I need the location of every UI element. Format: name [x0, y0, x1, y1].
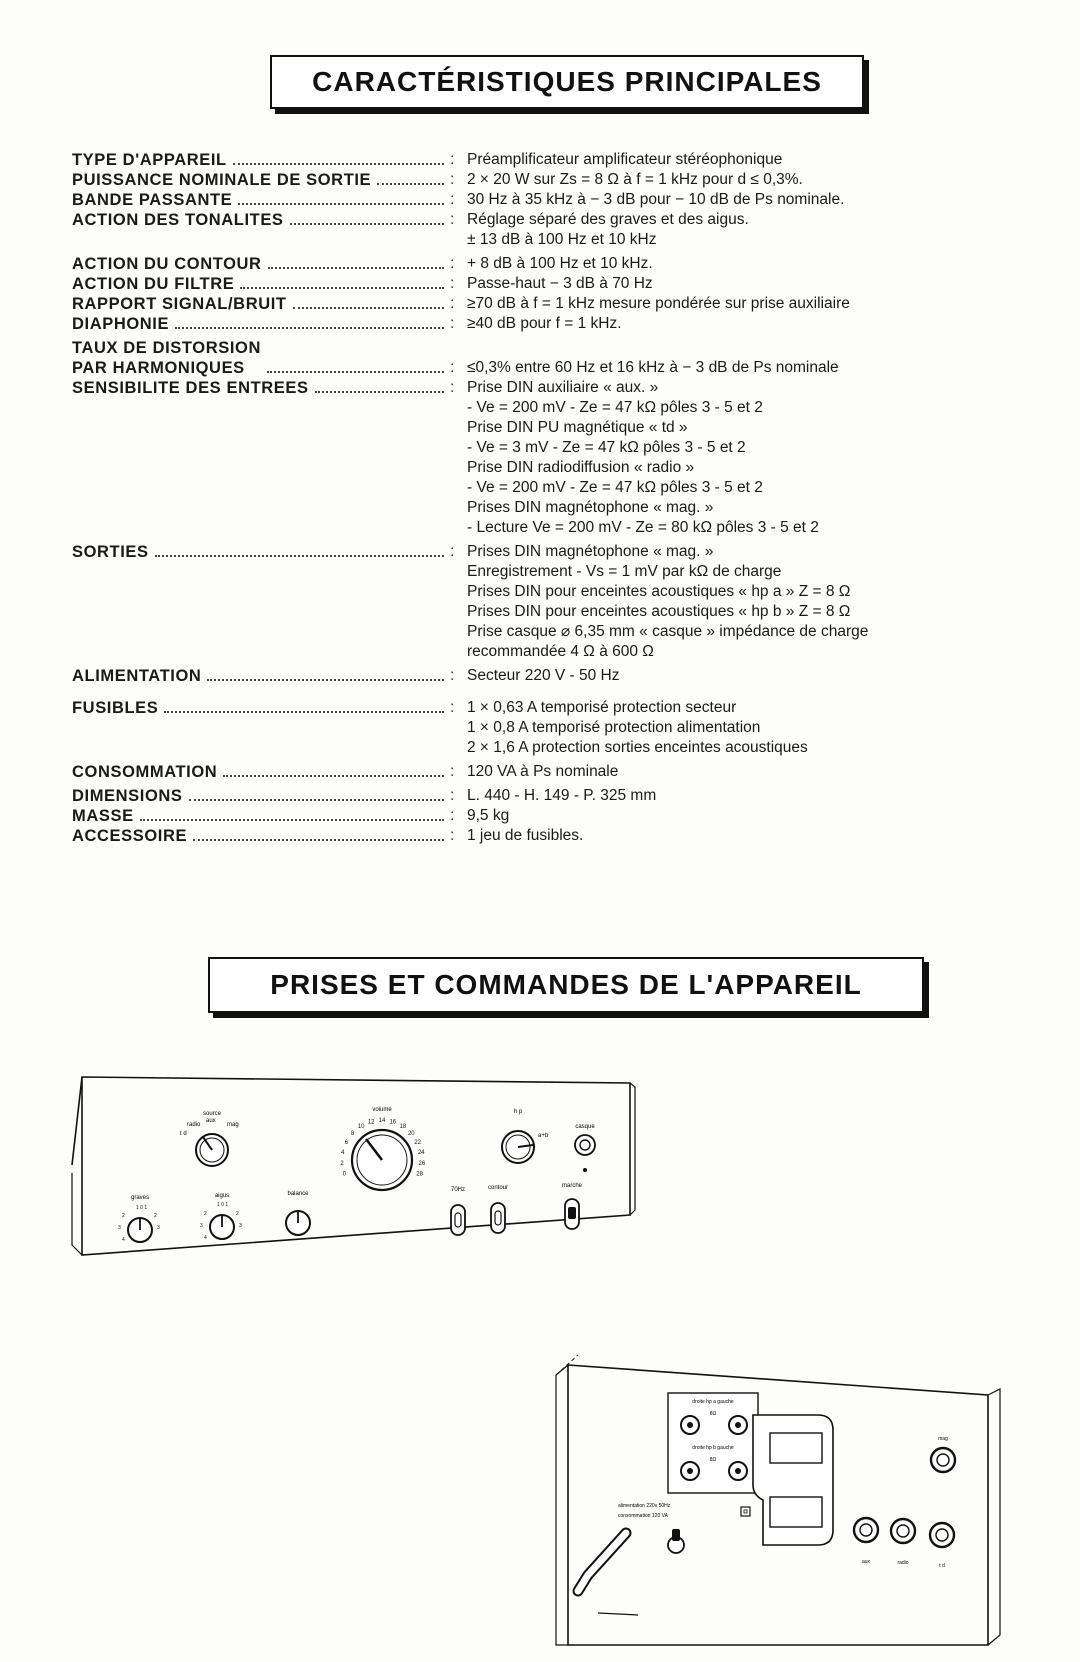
source-td-label: t d — [180, 1131, 187, 1137]
spec-label-text: ACCESSOIRE — [72, 827, 188, 845]
spec-row — [72, 378, 1032, 538]
source-knob[interactable] — [196, 1134, 228, 1166]
spec-value-line: Prise DIN radiodiffusion « radio » — [467, 459, 695, 476]
aux-label: aux — [861, 1559, 871, 1565]
volume-tick-label: 0 — [342, 1171, 347, 1178]
spec-label-text: DIMENSIONS — [72, 787, 183, 805]
spec-row — [72, 762, 1032, 782]
source-label: source — [202, 1111, 222, 1117]
dot-leader — [155, 555, 444, 557]
spec-value — [467, 274, 1032, 294]
spec-label-text: CONSOMMATION — [72, 763, 218, 781]
spec-value-line: 1 × 0,63 A temporisé protection secteur — [467, 699, 737, 716]
dot-leader — [233, 163, 444, 165]
hp-a-right-socket[interactable] — [681, 1416, 699, 1434]
spec-value-line: Prises DIN magnétophone « mag. » — [467, 499, 714, 516]
spec-label — [72, 294, 450, 314]
spec-row — [72, 314, 1032, 334]
spec-label — [72, 762, 450, 782]
spec-value-line: 1 jeu de fusibles. — [467, 827, 584, 844]
svg-text:2: 2 — [154, 1213, 157, 1219]
dot-leader — [238, 203, 444, 205]
volume-knob[interactable] — [352, 1130, 412, 1190]
spec-label-text: ACTION DU CONTOUR — [72, 255, 262, 273]
td-din-socket[interactable] — [930, 1523, 954, 1547]
spec-colon: : — [450, 379, 455, 396]
spec-value-line: - Ve = 200 mV - Ze = 47 kΩ pôles 3 - 5 et 2 — [467, 399, 763, 416]
hp-a-ohm-label: 8Ω — [709, 1411, 717, 1417]
dot-leader — [164, 711, 444, 713]
hp-b-right-socket[interactable] — [681, 1462, 699, 1480]
spec-label — [72, 698, 450, 718]
spec-value-line: Secteur 220 V - 50 Hz — [467, 667, 620, 684]
spec-colon: : — [450, 255, 455, 272]
source-aux-label: aux — [206, 1118, 216, 1124]
spec-label — [72, 254, 450, 274]
dot-leader — [140, 819, 444, 821]
spec-value-line: 9,5 kg — [467, 807, 510, 824]
spec-row — [72, 338, 1032, 378]
spec-value — [467, 542, 1032, 662]
hp-a-label: droite hp a gauche — [692, 1399, 734, 1405]
dot-leader — [293, 307, 444, 309]
volume-tick-label: 14 — [378, 1118, 386, 1124]
source-radio-label: radio — [187, 1122, 201, 1128]
spec-value-line: Prise DIN PU magnétique « td » — [467, 419, 688, 436]
spec-value-line: Passe-haut − 3 dB à 70 Hz — [467, 275, 653, 292]
spec-row — [72, 294, 1032, 314]
spec-value-line: - Ve = 200 mV - Ze = 47 kΩ pôles 3 - 5 et 2 — [467, 479, 763, 496]
spec-value-line: Prises DIN pour enceintes acoustiques « hp a » Z = 8 Ω — [467, 583, 851, 600]
spec-colon: : — [450, 211, 455, 228]
spec-value-line: Enregistrement - Vs = 1 mV par kΩ de charge — [467, 563, 782, 580]
spec-colon: : — [450, 295, 455, 312]
spec-label-text: MASSE — [72, 807, 134, 825]
spec-value-line: 2 × 1,6 A protection sorties enceintes acoustiques — [467, 739, 808, 756]
spec-colon: : — [450, 171, 455, 188]
dot-leader — [175, 327, 444, 329]
contour-label: contour — [487, 1185, 509, 1191]
spec-label — [72, 190, 450, 210]
spec-value — [467, 378, 1032, 538]
spec-label — [72, 210, 450, 230]
dot-leader — [268, 267, 444, 269]
spec-colon: : — [450, 543, 455, 560]
spec-value-line: 120 VA à Ps nominale — [467, 763, 619, 780]
svg-text:3: 3 — [118, 1225, 121, 1231]
spec-value-line: ± 13 dB à 100 Hz et 10 kHz — [467, 231, 657, 248]
spec-label-text: SORTIES — [72, 543, 149, 561]
spec-value-line: Réglage séparé des graves et des aigus. — [467, 211, 749, 228]
spec-value-line: Préamplificateur amplificateur stéréophonique — [467, 151, 783, 168]
spec-value-line: Prises DIN magnétophone « mag. » — [467, 543, 714, 560]
spec-label-text: SENSIBILITE DES ENTREES — [72, 379, 309, 397]
dot-leader — [207, 679, 444, 681]
specs-list — [72, 150, 1032, 846]
balance-label: balance — [287, 1191, 309, 1197]
spec-value — [467, 786, 1032, 806]
spec-value-line: Prises DIN pour enceintes acoustiques « hp b » Z = 8 Ω — [467, 603, 851, 620]
spec-colon: : — [450, 275, 455, 292]
spec-label-text: TYPE D'APPAREIL — [72, 151, 227, 169]
spec-label — [72, 378, 450, 398]
hp-b-label: droite hp b gauche — [692, 1445, 734, 1451]
spec-label-text: FUSIBLES — [72, 699, 159, 717]
spec-label — [72, 826, 450, 846]
spec-colon: : — [450, 763, 455, 780]
dot-leader — [377, 183, 444, 185]
spec-value-line: ≤0,3% entre 60 Hz et 16 kHz à − 3 dB de Ps nominale — [467, 359, 839, 376]
spec-value-line: 1 × 0,8 A temporisé protection alimentation — [467, 719, 761, 736]
spec-row — [72, 542, 1032, 662]
spec-value — [467, 190, 1032, 210]
power-indicator — [583, 1168, 587, 1172]
mag-din-socket[interactable] — [931, 1448, 955, 1472]
spec-label — [72, 314, 450, 334]
spec-value — [467, 254, 1032, 274]
spec-value-line: - Lecture Ve = 200 mV - Ze = 80 kΩ pôles 3 - 5 et 2 — [467, 519, 819, 536]
section-title-controls: PRISES ET COMMANDES DE L'APPAREIL — [208, 957, 924, 1013]
casque-label: casque — [575, 1124, 595, 1130]
dot-leader — [315, 391, 444, 393]
spec-row — [72, 274, 1032, 294]
volume-tick-label: 12 — [367, 1119, 375, 1126]
svg-text:2: 2 — [122, 1213, 125, 1219]
spec-value-line: + 8 dB à 100 Hz et 10 kHz. — [467, 255, 653, 272]
spec-label-text: TAUX DE DISTORSION PAR HARMONIQUES — [72, 339, 261, 377]
volume-tick-label: 6 — [344, 1139, 349, 1146]
spec-colon: : — [450, 827, 455, 844]
volume-tick-label: 8 — [351, 1130, 355, 1137]
spec-label — [72, 786, 450, 806]
spec-label — [72, 170, 450, 190]
bass-knob[interactable] — [128, 1218, 152, 1242]
spec-label — [72, 338, 450, 378]
spec-value-line: L. 440 - H. 149 - P. 325 mm — [467, 787, 657, 804]
spec-value-line: ≥40 dB pour f = 1 kHz. — [467, 315, 622, 332]
spec-label — [72, 150, 450, 170]
spec-colon: : — [450, 787, 455, 804]
spec-colon: : — [450, 359, 455, 376]
spec-label-text: DIAPHONIE — [72, 315, 170, 333]
spec-label — [72, 274, 450, 294]
spec-label-text: ACTION DES TONALITES — [72, 211, 284, 229]
spec-value — [467, 314, 1032, 334]
dot-leader — [267, 371, 444, 373]
spec-colon: : — [450, 191, 455, 208]
volume-label: volume — [372, 1107, 392, 1113]
volume-tick-label: 4 — [341, 1150, 345, 1157]
volume-tick-label: 2 — [340, 1161, 344, 1167]
spec-row — [72, 190, 1032, 210]
treble-knob[interactable] — [210, 1215, 234, 1239]
spec-row — [72, 666, 1032, 686]
spec-colon: : — [450, 667, 455, 684]
spec-value — [467, 666, 1032, 686]
spec-value-line: Prise DIN auxiliaire « aux. » — [467, 379, 659, 396]
volume-tick-label: 16 — [389, 1119, 397, 1126]
power-rating-line-2: consommation 120 VA — [618, 1513, 668, 1519]
rear-panel-drawing — [548, 1345, 1028, 1650]
spec-value — [467, 170, 1032, 190]
spec-value — [467, 698, 1032, 758]
svg-text:2: 2 — [236, 1211, 239, 1217]
svg-text:3: 3 — [239, 1223, 242, 1229]
spec-label-text: BANDE PASSANTE — [72, 191, 233, 209]
spec-value — [467, 210, 1032, 250]
spec-row — [72, 786, 1032, 806]
hp-b-ohm-label: 8Ω — [709, 1457, 717, 1463]
double-insulation-icon — [741, 1507, 750, 1516]
dot-leader — [240, 287, 444, 289]
radio-din-socket[interactable] — [891, 1519, 915, 1543]
aux-din-socket[interactable] — [854, 1518, 878, 1542]
spec-colon: : — [450, 699, 455, 716]
volume-tick-label: 24 — [417, 1150, 425, 1157]
filter-switch[interactable] — [451, 1205, 465, 1235]
spec-value-line: ≥70 dB à f = 1 kHz mesure pondérée sur prise auxiliaire — [467, 295, 850, 312]
headphone-jack[interactable] — [575, 1135, 595, 1155]
hp-a-left-socket[interactable] — [729, 1416, 747, 1434]
spec-value — [467, 150, 1032, 170]
power-rating-line-1: alimentation 220v 50Hz — [618, 1503, 671, 1509]
spec-label-text: ACTION DU FILTRE — [72, 275, 235, 293]
spec-label — [72, 806, 450, 826]
volume-tick-label: 20 — [407, 1130, 415, 1137]
spec-label-text: ALIMENTATION — [72, 667, 202, 685]
svg-text:1 0 1: 1 0 1 — [136, 1205, 148, 1211]
volume-tick-label: 10 — [357, 1123, 365, 1130]
spec-row — [72, 170, 1032, 190]
spec-row — [72, 826, 1032, 846]
spec-row — [72, 254, 1032, 274]
dot-leader — [189, 799, 444, 801]
hp-ab-label: a+b — [538, 1133, 549, 1139]
source-mag-label: mag — [227, 1122, 239, 1128]
svg-text:4: 4 — [204, 1235, 207, 1241]
section-title-specs: CARACTÉRISTIQUES PRINCIPALES — [270, 55, 864, 109]
spec-label-text: PUISSANCE NOMINALE DE SORTIE — [72, 171, 372, 189]
volume-tick-label: 26 — [418, 1161, 426, 1167]
filter-label: 70Hz — [450, 1187, 466, 1193]
spec-value — [467, 762, 1032, 782]
radio-label: radio — [897, 1560, 909, 1566]
spec-value-line: 2 × 20 W sur Zs = 8 Ω à f = 1 kHz pour d ≤ 0,3%. — [467, 171, 803, 188]
spec-value-line: recommandée 4 Ω à 600 Ω — [467, 643, 654, 660]
spec-colon: : — [450, 315, 455, 332]
td-label: t d — [939, 1563, 945, 1569]
volume-tick-label: 28 — [416, 1171, 423, 1178]
contour-switch[interactable] — [491, 1203, 505, 1233]
spec-value — [467, 294, 1032, 314]
svg-text:3: 3 — [200, 1223, 203, 1229]
svg-text:2: 2 — [204, 1211, 207, 1217]
volume-tick-label: 22 — [414, 1139, 421, 1146]
svg-text:4: 4 — [122, 1237, 125, 1243]
spec-label-text: RAPPORT SIGNAL/BRUIT — [72, 295, 287, 313]
volume-tick-label: 18 — [399, 1123, 407, 1130]
transformer-cover — [753, 1415, 833, 1545]
dot-leader — [223, 775, 444, 777]
mag-label: mag — [938, 1436, 948, 1442]
aigus-label: aigus — [214, 1193, 230, 1199]
balance-knob[interactable] — [286, 1211, 310, 1235]
graves-label: graves — [130, 1195, 150, 1201]
dot-leader — [290, 223, 444, 225]
spec-value — [467, 826, 1032, 846]
spec-value-line: Prise casque ⌀ 6,35 mm « casque » impédance de charge — [467, 623, 869, 640]
fuse-holder[interactable] — [668, 1529, 684, 1553]
spec-colon: : — [450, 807, 455, 824]
hp-b-left-socket[interactable] — [729, 1462, 747, 1480]
spec-value — [467, 806, 1032, 826]
marche-label: marche — [561, 1183, 583, 1189]
front-panel-drawing — [60, 1065, 670, 1285]
spec-value-line: 30 Hz à 35 kHz à − 3 dB pour − 10 dB de Ps nominale. — [467, 191, 845, 208]
spec-label — [72, 542, 450, 562]
spec-row — [72, 210, 1032, 250]
power-cord — [578, 1533, 626, 1591]
spec-value — [467, 358, 1032, 378]
svg-text:1 0 1: 1 0 1 — [217, 1202, 229, 1208]
spec-label — [72, 666, 450, 686]
spec-colon: : — [450, 151, 455, 168]
hp-selector-knob[interactable] — [502, 1131, 534, 1163]
svg-text:3: 3 — [157, 1225, 160, 1231]
spec-value-line: - Ve = 3 mV - Ze = 47 kΩ pôles 3 - 5 et 2 — [467, 439, 746, 456]
spec-row — [72, 150, 1032, 170]
spec-row — [72, 806, 1032, 826]
power-switch[interactable] — [565, 1199, 579, 1229]
spec-row — [72, 698, 1032, 758]
hp-label: h p — [513, 1109, 523, 1115]
dot-leader — [193, 839, 444, 841]
